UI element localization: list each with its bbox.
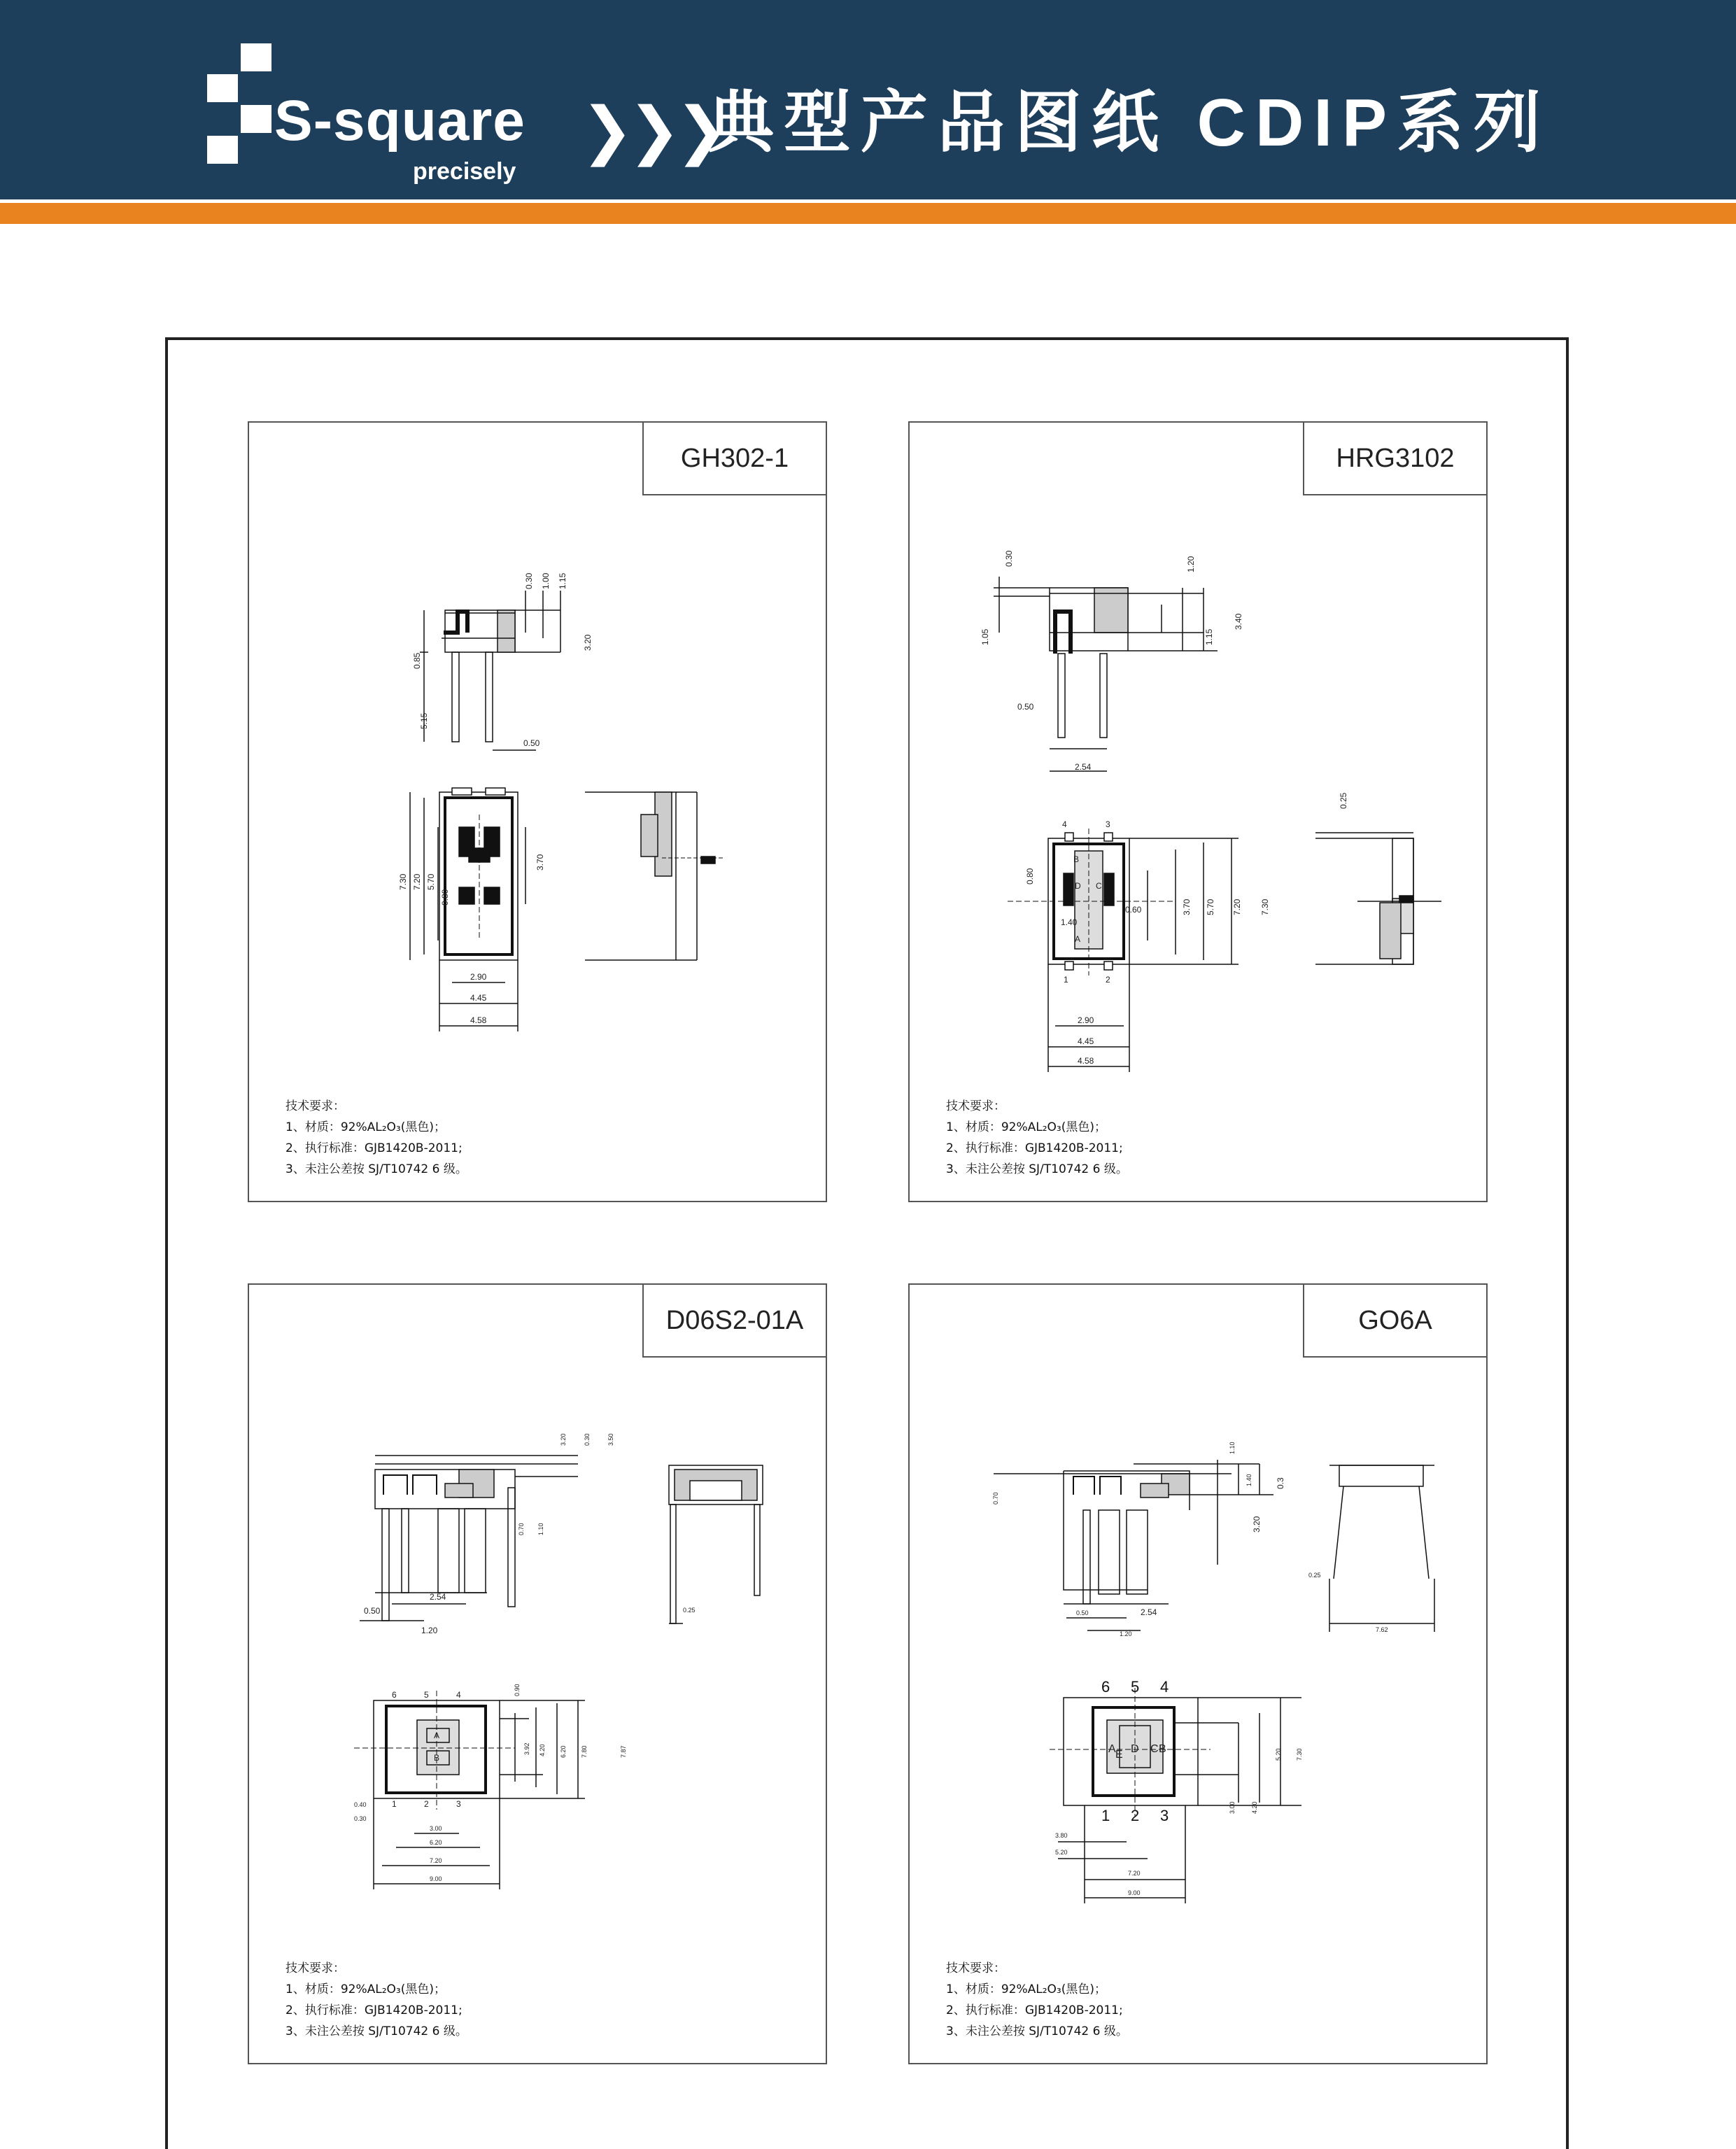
notes-line: 2、执行标准：GJB1420B-2011; xyxy=(946,1141,1123,1155)
pin-number: 3 xyxy=(1106,819,1110,829)
dim-label: 0.70 xyxy=(992,1492,999,1505)
dim-label: 7.80 xyxy=(581,1745,588,1758)
dim-label: 0.80 xyxy=(1025,868,1035,885)
pin-number: 2 xyxy=(424,1799,429,1809)
notes-line: 3、未注公差按 SJ/T10742 6 级。 xyxy=(946,2024,1128,2038)
dim-label: 1.10 xyxy=(1229,1442,1236,1454)
drawing-hrg3102 xyxy=(910,423,1489,1204)
terminal-letter: E xyxy=(1115,1749,1123,1761)
dim-label: 3.80 xyxy=(1055,1832,1068,1839)
dim-label: 7.87 xyxy=(620,1745,627,1758)
dim-label: 0.50 xyxy=(1017,702,1034,712)
notes-heading: 技术要求： xyxy=(946,1099,1005,1113)
dim-label: 1.00 xyxy=(541,572,551,589)
dim-label: 0.30 xyxy=(524,572,534,589)
terminal-letter: D xyxy=(1075,881,1081,891)
dim-label: 4.20 xyxy=(1251,1801,1258,1814)
accent-stripe xyxy=(0,203,1736,224)
notes-line: 2、执行标准：GJB1420B-2011; xyxy=(285,2003,463,2017)
dim-label: 7.20 xyxy=(1128,1870,1141,1877)
notes-line: 3、未注公差按 SJ/T10742 6 级。 xyxy=(946,1162,1128,1176)
brand-tagline: precisely xyxy=(413,158,516,185)
pin-number: 4 xyxy=(1160,1678,1169,1696)
pin-number: 1 xyxy=(1064,975,1068,985)
dim-label: 5.70 xyxy=(1206,899,1215,915)
pin-number: 5 xyxy=(1131,1678,1140,1696)
dim-label: 2.54 xyxy=(430,1592,446,1602)
dim-label: 3.70 xyxy=(535,854,545,871)
dim-label: 3.20 xyxy=(560,1433,567,1446)
dim-label: 6.20 xyxy=(430,1839,442,1846)
model-label: GO6A xyxy=(1303,1285,1486,1358)
pin-number: 1 xyxy=(392,1799,397,1809)
dim-label: 1.20 xyxy=(421,1626,438,1635)
notes-line: 3、未注公差按 SJ/T10742 6 级。 xyxy=(285,2024,467,2038)
terminal-letter: A xyxy=(1075,934,1081,944)
drawing-card-gh302-1 xyxy=(248,421,827,1202)
dim-label: 0.25 xyxy=(683,1607,696,1614)
dim-label: 1.10 xyxy=(537,1523,544,1535)
dim-label: 1.20 xyxy=(1186,556,1196,572)
pin-number: 2 xyxy=(1106,975,1110,985)
dim-label: 7.20 xyxy=(1232,899,1242,915)
terminal-letter: A xyxy=(1108,1743,1116,1755)
dim-label: 3.92 xyxy=(523,1742,530,1755)
dim-label: 2.90 xyxy=(470,972,487,982)
dim-label: 7.62 xyxy=(1376,1626,1388,1633)
technical-notes xyxy=(285,1958,467,2042)
dim-label: 2.54 xyxy=(1075,762,1092,772)
drawing-d06s2-01a xyxy=(249,1285,828,2066)
drawing-card-go6a xyxy=(908,1283,1488,2064)
dim-label: 0.30 xyxy=(584,1433,591,1446)
dim-label: 3.20 xyxy=(583,634,593,651)
dim-label: 5.20 xyxy=(1275,1748,1282,1761)
terminal-letter: D xyxy=(1131,1743,1139,1755)
dim-label: 9.00 xyxy=(430,1875,442,1882)
dim-label: 1.40 xyxy=(1245,1474,1252,1486)
dim-label: 6.20 xyxy=(560,1745,567,1758)
dim-label: 4.45 xyxy=(470,993,487,1003)
notes-line: 3、未注公差按 SJ/T10742 6 级。 xyxy=(285,1162,467,1176)
dim-label: 0.40 xyxy=(354,1801,367,1808)
technical-notes xyxy=(946,1958,1128,2042)
terminal-letter: B xyxy=(434,1753,440,1763)
dim-label: 0.50 xyxy=(523,738,540,748)
dim-label: 0.3 xyxy=(1276,1477,1285,1489)
dim-label: 0.25 xyxy=(1339,792,1348,809)
pin-number: 3 xyxy=(1160,1807,1169,1824)
dim-label: 0.25 xyxy=(1308,1572,1321,1579)
dim-label: 1.40 xyxy=(1061,917,1078,927)
technical-notes xyxy=(946,1096,1128,1180)
dim-label: 7.30 xyxy=(398,873,408,890)
pin-number: 2 xyxy=(1131,1807,1140,1824)
dim-label: 2.54 xyxy=(1141,1607,1157,1617)
dim-label: 1.15 xyxy=(1204,628,1214,645)
dim-label: 3.20 xyxy=(1252,1516,1262,1533)
pin-number: 6 xyxy=(1101,1678,1110,1696)
dim-label: 5.15 xyxy=(419,712,429,729)
dim-label: 7.30 xyxy=(1296,1748,1303,1761)
drawing-gh302-1 xyxy=(249,423,828,1204)
dim-label: 5.70 xyxy=(426,873,436,890)
dim-label: 4.45 xyxy=(1078,1036,1094,1046)
dim-label: 2.90 xyxy=(1078,1015,1094,1025)
dim-label: 9.00 xyxy=(1128,1889,1141,1896)
notes-line: 2、执行标准：GJB1420B-2011; xyxy=(285,1141,463,1155)
drawing-go6a xyxy=(910,1285,1489,2066)
dim-label: 0.50 xyxy=(364,1606,381,1616)
chevron-arrows-icon: ❯❯❯ xyxy=(581,96,723,166)
dim-label: 0.80 xyxy=(440,889,450,906)
pin-number: 1 xyxy=(1101,1807,1110,1824)
drawing-card-d06s2-01a xyxy=(248,1283,827,2064)
notes-heading: 技术要求： xyxy=(946,1961,1005,1975)
pin-number: 5 xyxy=(424,1690,429,1700)
dim-label: 3.50 xyxy=(607,1433,614,1446)
terminal-letter: A xyxy=(434,1731,440,1740)
notes-line: 1、材质：92%AL₂O₃(黑色)； xyxy=(285,1120,446,1134)
pin-number: 6 xyxy=(392,1690,397,1700)
dim-label: 1.05 xyxy=(980,628,990,645)
dim-label: 0.30 xyxy=(1004,550,1014,567)
pin-number: 4 xyxy=(456,1690,461,1700)
dim-label: 1.20 xyxy=(1120,1630,1132,1637)
dim-label: 0.85 xyxy=(412,652,422,669)
dim-label: 3.70 xyxy=(1182,899,1192,915)
brand-name: S-square xyxy=(274,89,525,153)
terminal-letter: B xyxy=(1073,854,1080,864)
notes-heading: 技术要求： xyxy=(285,1099,345,1113)
dim-label: 3.40 xyxy=(1234,613,1243,630)
drawing-card-hrg3102 xyxy=(908,421,1488,1202)
technical-notes xyxy=(285,1096,467,1180)
dim-label: 4.58 xyxy=(470,1015,487,1025)
notes-line: 2、执行标准：GJB1420B-2011; xyxy=(946,2003,1123,2017)
pin-number: 4 xyxy=(1062,819,1067,829)
dim-label: 3.00 xyxy=(1229,1801,1236,1814)
model-label: GH302-1 xyxy=(642,423,826,495)
notes-line: 1、材质：92%AL₂O₃(黑色)； xyxy=(946,1982,1106,1996)
notes-line: 1、材质：92%AL₂O₃(黑色)； xyxy=(946,1120,1106,1134)
dim-label: 1.15 xyxy=(558,572,567,589)
dim-label: 7.20 xyxy=(430,1857,442,1864)
notes-line: 1、材质：92%AL₂O₃(黑色)； xyxy=(285,1982,446,1996)
dim-label: 0.60 xyxy=(1125,905,1142,915)
terminal-letter: C xyxy=(1096,881,1102,891)
dim-label: 5.20 xyxy=(1055,1849,1068,1856)
terminal-letter: B xyxy=(1159,1743,1166,1755)
dim-label: 7.30 xyxy=(1260,899,1270,915)
dim-label: 0.70 xyxy=(518,1523,525,1535)
page-title: 典型产品图纸 CDIP系列 xyxy=(707,85,1551,160)
dim-label: 0.90 xyxy=(514,1684,521,1696)
dim-label: 0.30 xyxy=(354,1815,367,1822)
terminal-letter: C xyxy=(1150,1743,1159,1755)
dim-label: 3.00 xyxy=(430,1825,442,1832)
pin-number: 3 xyxy=(456,1799,461,1809)
dim-label: 0.50 xyxy=(1076,1609,1089,1616)
dim-label: 7.20 xyxy=(412,873,422,890)
dim-label: 4.20 xyxy=(539,1744,546,1756)
dim-label: 4.58 xyxy=(1078,1056,1094,1066)
model-label: HRG3102 xyxy=(1303,423,1486,495)
model-label: D06S2-01A xyxy=(642,1285,826,1358)
notes-heading: 技术要求： xyxy=(285,1961,345,1975)
